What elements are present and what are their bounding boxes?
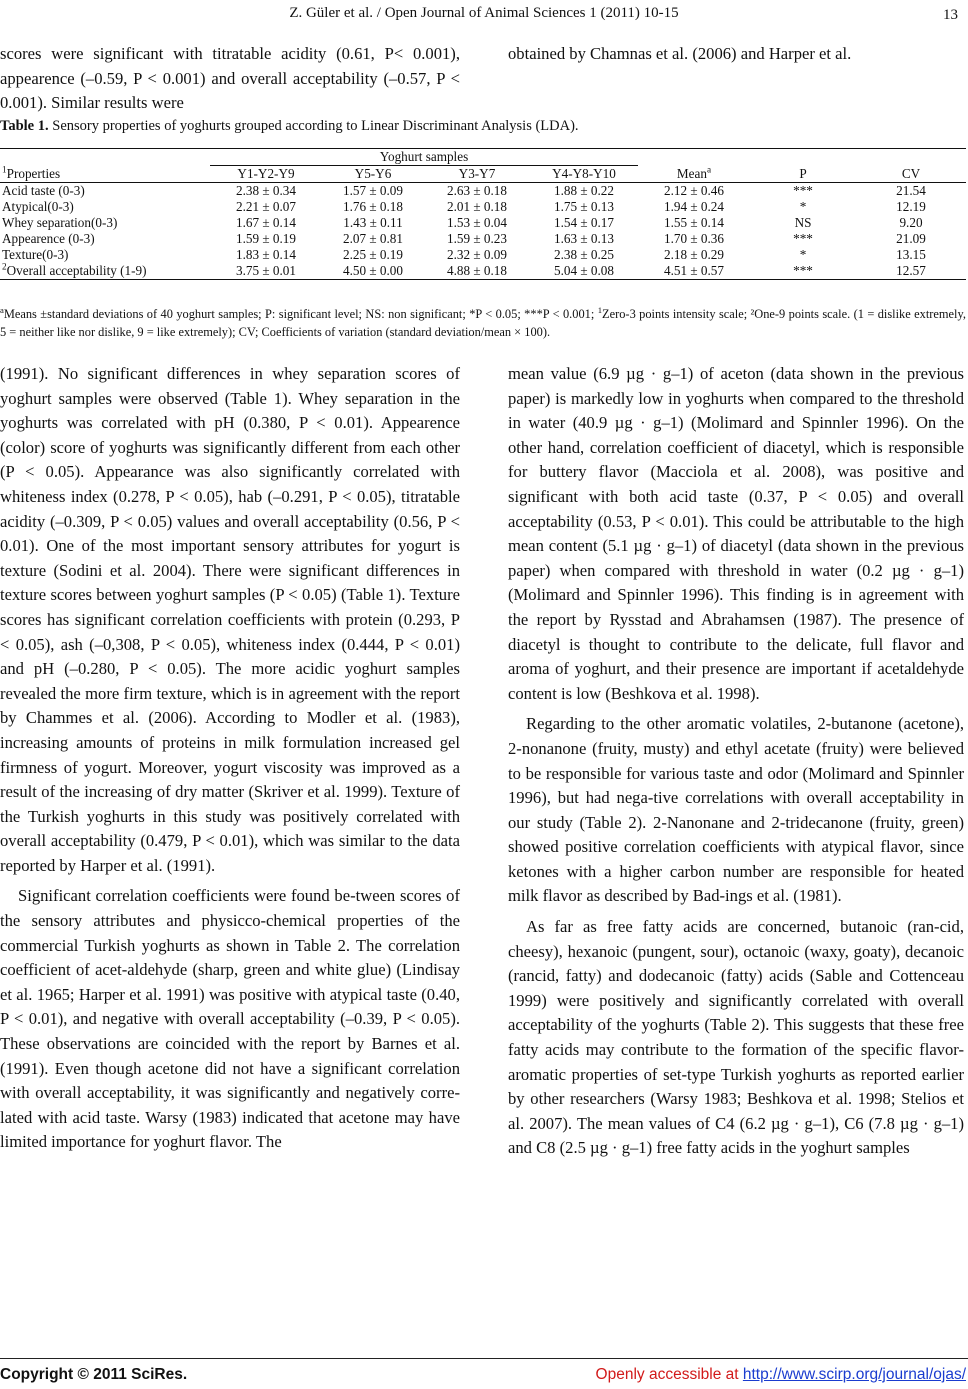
col-group: Y4-Y8-Y10 (530, 166, 638, 183)
col-cv: CV (856, 166, 966, 183)
cell-p: NS (794, 215, 812, 230)
paragraph: scores were significant with titratable acidity (0.61, P< 0.001), appearence (–0.59, P < 0.001) and overall acceptability (–0.57, P < 0.001). Similar results were (0, 44, 460, 113)
table-caption (0, 118, 968, 135)
left-column-body (0, 362, 460, 1155)
cell-value: 2.07 ± 0.81 (343, 231, 403, 246)
cell-value: 1.57 ± 0.09 (343, 183, 403, 198)
row-property: Texture(0-3) (2, 247, 69, 262)
paragraph: obtained by Chamnas et al. (2006) and Harper et al. (508, 44, 852, 63)
row-property: Acid taste (0-3) (2, 183, 85, 198)
row-property: $^2$Overall acceptability (1-9) (0, 263, 210, 280)
sensory-table (0, 148, 966, 280)
table-caption-text: Sensory properties of yoghurts grouped according to Linear Discriminant Analysis (LDA). (48, 118, 579, 134)
page-number: 13 (943, 7, 958, 23)
table-row (0, 199, 966, 215)
col-group: Y5-Y6 (322, 166, 424, 183)
journal-link[interactable]: http://www.scirp.org/journal/ojas/ (742, 1366, 966, 1383)
cell-value: 1.59 ± 0.23 (447, 231, 507, 246)
cell-value: 1.63 ± 0.13 (554, 231, 614, 246)
cell-value: 1.75 ± 0.13 (554, 199, 614, 214)
table-row (0, 263, 966, 280)
table-row (0, 215, 966, 231)
col-mean: Mean$^a$ (638, 166, 750, 183)
col-group: Y1-Y2-Y9 (210, 166, 322, 183)
cell-mean: 4.51 ± 0.57 (638, 263, 750, 280)
cell-value: 4.50 ± 0.00 (322, 263, 424, 280)
cell-value: 5.04 ± 0.08 (530, 263, 638, 280)
cell-value: 1.88 ± 0.22 (554, 183, 614, 198)
row-property: Atypical(0-3) (2, 199, 74, 214)
running-header (0, 0, 968, 30)
row-property: Whey separation(0-3) (2, 215, 118, 230)
cell-value: 2.38 ± 0.25 (554, 247, 614, 262)
copyright: Copyright © 2011 SciRes. (0, 1366, 188, 1383)
cell-value: 1.59 ± 0.19 (236, 231, 296, 246)
cell-value: 2.63 ± 0.18 (447, 183, 507, 198)
paragraph: (1991). No significant differences in whey separation scores of yoghurt samples were observed (Table 1). Whey separation in the yoghurts was correlated with pH (0.380, P < 0.01). Appearence (color) score of yoghurts was significantly different from each other (P < 0.05). Appearance was also significantly correlated with whiteness index (0.278, P < 0.05), hab (–0.291, P < 0.05), titratable acidity (–0.309, P < 0.05) values and overall acceptability (0.56, P < 0.01). One of the most important sensory attributes for yogurt is texture (Sodini et al. 2004). There were significant differences in texture scores between yoghurt samples (P < 0.05) (Table 1). Texture scores has significant correlation coefficients with protein (0.293, P < 0.05), ash (–0,308, P < 0.05), whiteness index (0.444, P < 0.01) and pH (–0.280, P < 0.05). The more acidic yoghurt samples revealed the more firm texture, which is in agreement with the report by Chammes et al. (2006). According to Modler et al. (1983), increasing amounts of proteins in milk formulation increased gel firmness of yogurt. Moreover, yogurt viscosity was improved as a result of the increasing of dry matter (Skriver et al. 1999). Texture of the Turkish yoghurts in this study was positively correlated with overall acceptability (0.479, P < 0.01), which was similar to the data reported by Harper et al. (1991). (0, 364, 460, 875)
cell-p: * (799, 247, 807, 262)
paragraph: mean value (6.9 µg · g–1) of aceton (data shown in the previous paper) is markedly low in yoghurts when compared to the threshold in water (40.9 µg · g–1) (Molimard and Spinnler 1996). On the other hand, correlation coefficient of diacetyl, which is responsible for buttery flavor (Macciola et al. 2008), was positive and significant with both acid taste (0.37, P < 0.05) and overall acceptability (0.53, P < 0.01). This could be attributable to the high mean content (5.1 µg · g–1) of diacetyl (data shown in the previous paper) when compared with threshold in water (0.2 µg · g–1) (Molimard and Spinnler 1996). This finding is in agreement with the report by Rysstad and Abrahamsen (1987). The presence of diacetyl is thought to contribute to the delicate, full flavor and aroma of yoghurt, and their presence are important if acetaldehyde content is low (Beshkova et al. 1998). (508, 364, 964, 703)
open-access-note: Openly accessible at http://www.scirp.org/journal/ojas/ (595, 1366, 966, 1383)
cell-value: 2.38 ± 0.34 (236, 183, 296, 198)
right-column-body (508, 362, 964, 1161)
cell-mean: 1.70 ± 0.36 (664, 231, 724, 246)
paragraph: As far as free fatty acids are concerned, butanoic (ran-cid, cheesy), hexanoic (pungent, sour), octanoic (waxy, goaty), decanoic (rancid, fatty) and dodecanoic (fatty) acids (Sable and Cottenceau 1999) were positively and significantly correlated with overall acceptability of the yoghurts (Table 2). This suggests that these free fatty acids may contribute to the formation of the specific flavor-aromatic properties of set-type Turkish yoghurts as reported earlier by other researchers (Warsy 1983; Beshkova et al. 1998; Stelios et al. 2007). The mean values of C4 (6.2 µg · g–1), C6 (7.8 µg · g–1) and C8 (2.5 µg · g–1) free fatty acids in the yoghurt samples (508, 917, 964, 1158)
cell-value: 1.43 ± 0.11 (343, 215, 403, 230)
cell-p: *** (793, 231, 813, 246)
cell-p: *** (750, 263, 856, 280)
cell-value: 2.01 ± 0.18 (447, 199, 507, 214)
cell-value: 1.76 ± 0.18 (343, 199, 403, 214)
cell-value: 2.25 ± 0.19 (343, 247, 403, 262)
cell-value: 4.88 ± 0.18 (424, 263, 530, 280)
cell-value: 1.53 ± 0.04 (447, 215, 507, 230)
cell-mean: 2.12 ± 0.46 (664, 183, 724, 198)
cell-value: 2.32 ± 0.09 (447, 247, 507, 262)
col-p: P (750, 166, 856, 183)
table-label: Table 1. (0, 118, 49, 134)
row-property: Appearence (0-3) (2, 231, 95, 246)
cell-mean: 1.55 ± 0.14 (664, 215, 724, 230)
col-group: Y3-Y7 (424, 166, 530, 183)
table-header-row-1 (0, 149, 966, 166)
table-row (0, 183, 966, 200)
table-footnote: $^a$Means ±standard deviations of 40 yoghurt samples; P: significant level; NS: non significant; *P < 0.05; ***P < 0.001; $^1$Zero-3 points intensity scale; ²One-9 points scale. (1 = dislike extremely, 5 = neither like nor dislike, 9 = like extremely); CV; Coefficients of variation (standard deviation/mean × 100). (0, 304, 966, 339)
cell-p: *** (793, 183, 813, 198)
cell-cv: 21.54 (896, 183, 926, 198)
page-footer (0, 1366, 968, 1388)
cell-mean: 2.18 ± 0.29 (664, 247, 724, 262)
cell-value: 2.21 ± 0.07 (236, 199, 296, 214)
cell-cv: 12.57 (856, 263, 966, 280)
col-properties: $^1$Properties (0, 166, 210, 183)
cell-cv: 21.09 (896, 231, 926, 246)
cell-value: 1.83 ± 0.14 (236, 247, 296, 262)
paragraph: Regarding to the other aromatic volatiles, 2-butanone (acetone), 2-nonanone (fruity, musty) and ethyl acetate (fruity) were believed to be responsible for various taste and odor (Molimard and Spinnler 1996), but had nega-tive correlations with overall acceptability in our study (Table 2). 2-Nanonane and 2-tridecanone (fruity, green) showed positive correlation coefficients with atypical flavor, since ketones with a higher carbon number are responsible for heated milk flavor as described by Bad-ings et al. (1981). (508, 714, 964, 906)
left-column-top (0, 42, 460, 116)
cell-cv: 13.15 (896, 247, 926, 262)
cell-cv: 12.19 (896, 199, 926, 214)
cell-value: 3.75 ± 0.01 (210, 263, 322, 280)
cell-cv: 9.20 (899, 215, 923, 230)
cell-mean: 1.94 ± 0.24 (664, 199, 724, 214)
table-header-row-2 (0, 166, 966, 183)
cell-p: * (799, 199, 807, 214)
group-header: Yoghurt samples (210, 149, 638, 166)
cell-value: 1.67 ± 0.14 (236, 215, 296, 230)
right-column-top (508, 42, 964, 67)
running-title: Z. Güler et al. / Open Journal of Animal Sciences 1 (2011) 10-15 (289, 5, 679, 21)
table-row (0, 231, 966, 247)
table-row (0, 247, 966, 263)
cell-value: 1.54 ± 0.17 (554, 215, 614, 230)
paragraph: Significant correlation coefficients were found be-tween scores of the sensory attributes and physicco-chemical properties of the commercial Turkish yoghurts as shown in Table 2. The correlation coefficient of acet-aldehyde (sharp, green and white glue) (Lindisay et al. 1965; Harper et al. 1991) was positive with atypical taste (0.40, P < 0.01), and negative with overall acceptability (–0.39, P < 0.05). These observations are coincided with the report by Barnes et al. (1991). Even though acetone did not have a significant correlation with overall acceptability, it was significantly and negatively corre-lated with acid taste. Warsy (1983) indicated that acetone may have limited importance for yoghurt flavor. The (0, 886, 460, 1152)
